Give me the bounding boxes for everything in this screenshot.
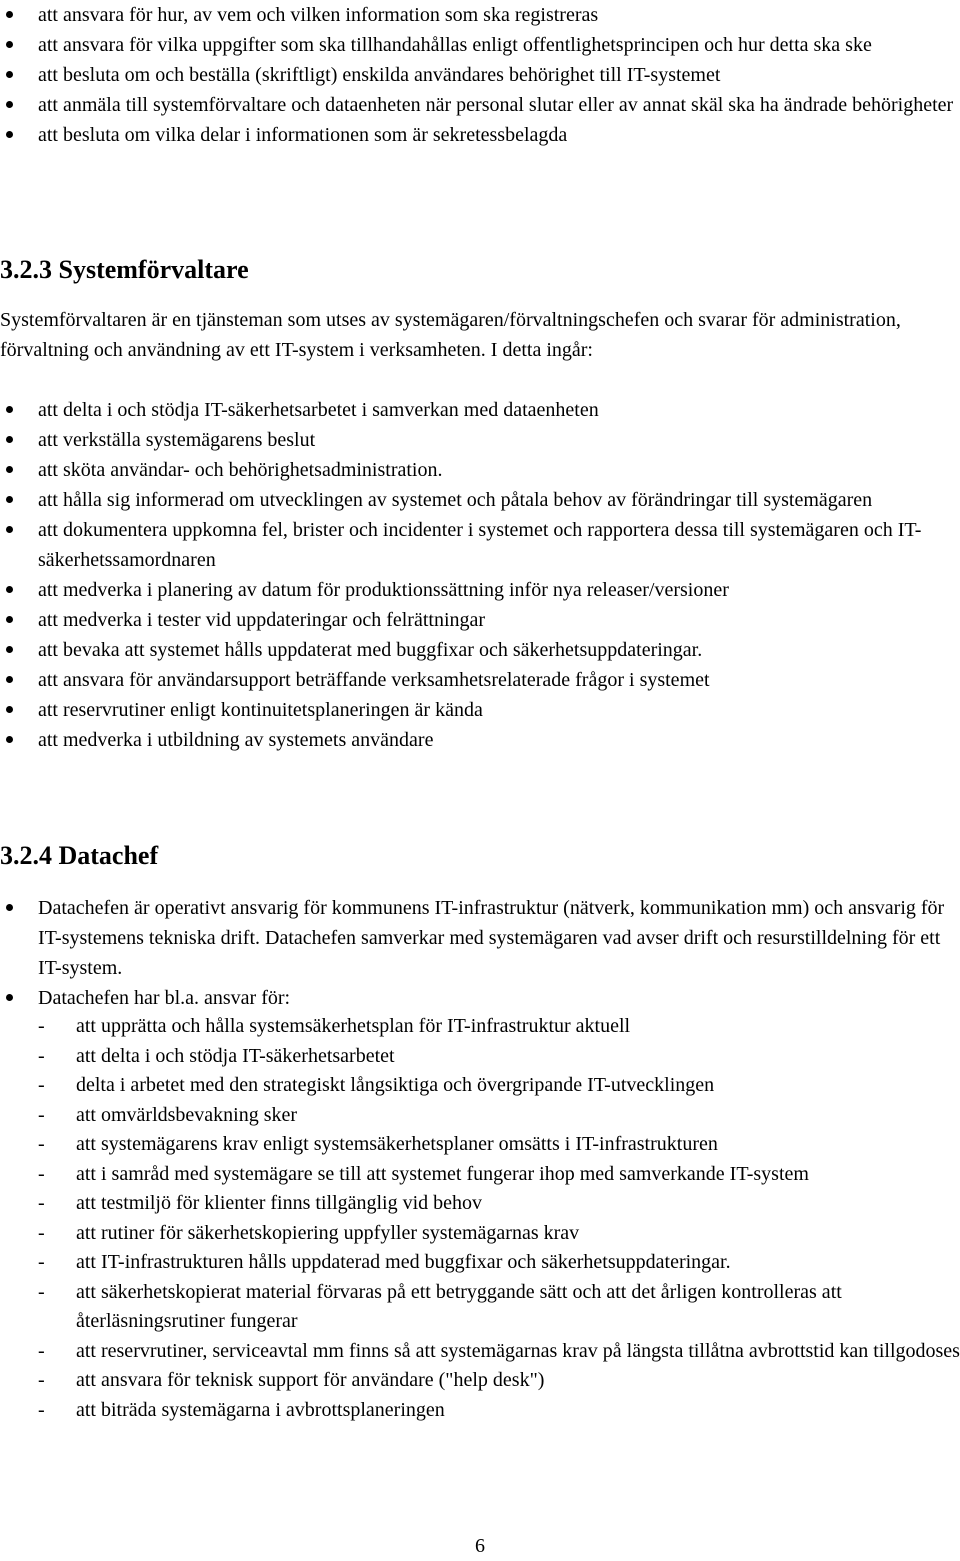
- list-item: [0, 455, 960, 485]
- list-item: [0, 983, 960, 1013]
- list-item-text: att medverka i planering av datum för produktionssättning inför nya releaser/versioner: [38, 579, 729, 601]
- bullet-icon: [6, 676, 13, 683]
- dash-list-item-text: att i samråd med systemägare se till att systemet fungerar ihop med samverkande IT-system: [76, 1162, 809, 1185]
- list-item-text: att medverka i tester vid uppdateringar och felrättningar: [38, 609, 486, 631]
- bullet-icon: [6, 586, 13, 593]
- dash-marker: -: [38, 1044, 45, 1067]
- list-item-text: att medverka i utbildning av systemets användare: [38, 729, 434, 751]
- bullet-icon: [6, 736, 13, 743]
- dash-marker: -: [38, 1280, 45, 1303]
- bullet-icon: [6, 466, 13, 473]
- dash-list-item-text: att upprätta och hålla systemsäkerhetsplan för IT-infrastruktur aktuell: [76, 1015, 631, 1037]
- list-item: [0, 605, 960, 635]
- list-item: [0, 30, 960, 60]
- dash-list-item-text: att IT-infrastrukturen hålls uppdaterad med buggfixar och säkerhetsuppdateringar.: [76, 1251, 731, 1273]
- bullet-icon: [6, 646, 13, 653]
- bullet-icon: [6, 71, 13, 78]
- dash-list-item-text: att systemägarens krav enligt systemsäkerhetsplaner omsätts i IT-infrastrukturen: [76, 1133, 718, 1155]
- bullet-list-datachef: [0, 893, 960, 1013]
- dash-marker: -: [38, 1162, 45, 1185]
- list-item-text: att dokumentera uppkomna fel, brister och incidenter i systemet och rapportera dessa till systemägaren och IT-säkerhetssamordnaren: [38, 519, 922, 571]
- dash-list-item: [38, 1219, 960, 1249]
- list-item-text: att ansvara för användarsupport beträffande verksamhetsrelaterade frågor i systemet: [38, 669, 710, 691]
- list-item-text: att besluta om och beställa (skriftligt) enskilda användares behörighet till IT-systemet: [38, 64, 721, 86]
- bullet-icon: [6, 904, 13, 911]
- dash-marker: -: [38, 1369, 45, 1391]
- dash-list-item-text: delta i arbetet med den strategiskt långsiktiga och övergripande IT-utvecklingen: [76, 1074, 715, 1096]
- list-item: [0, 90, 960, 120]
- dash-list-item: [38, 1248, 960, 1278]
- dash-list-item: [38, 1278, 960, 1337]
- dash-list-item: [38, 1366, 960, 1396]
- dash-marker: -: [38, 1133, 45, 1155]
- dash-marker: -: [38, 1221, 45, 1244]
- bullet-icon: [6, 41, 13, 48]
- dash-list-item: [38, 1071, 960, 1101]
- list-item-text: att anmäla till systemförvaltare och dataenheten när personal slutar eller av annat skäl ska ha ändrade behörigheter: [38, 94, 954, 116]
- bullet-icon: [6, 994, 13, 1001]
- dash-list-item: [38, 1130, 960, 1160]
- dash-marker: -: [38, 1103, 45, 1126]
- list-item: [0, 120, 960, 150]
- bullet-icon: [6, 11, 13, 18]
- list-item: [0, 695, 960, 725]
- dash-marker: -: [38, 1251, 45, 1273]
- page-number: 6: [475, 1535, 485, 1557]
- bullet-icon: [6, 616, 13, 623]
- dash-list-item: [38, 1189, 960, 1219]
- dash-list-item-text: att omvärldsbevakning sker: [76, 1103, 298, 1126]
- bullet-icon: [6, 406, 13, 413]
- list-item: [0, 665, 960, 695]
- dash-list-item-text: att säkerhetskopierat material förvaras på ett betryggande sätt och att det årligen kontrolleras att återläsningsrutiner fungerar: [76, 1280, 842, 1332]
- list-item: [0, 0, 960, 30]
- dash-list-item: [38, 1101, 960, 1131]
- dash-list-item: [38, 1160, 960, 1190]
- dash-list-item-text: att testmiljö för klienter finns tillgänglig vid behov: [76, 1192, 483, 1214]
- list-item: [0, 485, 960, 515]
- dash-list-item: [38, 1012, 960, 1042]
- section-heading-datachef: 3.2.4 Datachef: [0, 841, 159, 870]
- list-item: [0, 575, 960, 605]
- bullet-list-systemforvaltare: [0, 395, 960, 755]
- dash-list-item-text: att ansvara för teknisk support för användare ("help desk"): [76, 1369, 545, 1391]
- dash-marker: -: [38, 1192, 45, 1214]
- list-item: [0, 395, 960, 425]
- list-item: [0, 725, 960, 755]
- dash-list-datachef-responsibilities: [38, 1012, 960, 1425]
- list-item-text: att ansvara för hur, av vem och vilken information som ska registreras: [38, 4, 599, 26]
- dash-list-item: [38, 1042, 960, 1072]
- bullet-icon: [6, 706, 13, 713]
- dash-list-item: [38, 1396, 960, 1426]
- section-heading-systemforvaltare: 3.2.3 Systemförvaltare: [0, 255, 249, 284]
- list-item-text: att ansvara för vilka uppgifter som ska tillhandahållas enligt offentlighetsprincipen och hur detta ska ske: [38, 34, 872, 56]
- dash-marker: -: [38, 1398, 45, 1421]
- dash-marker: -: [38, 1015, 45, 1037]
- list-item-text: att sköta användar- och behörighetsadministration.: [38, 459, 443, 481]
- list-item: [0, 635, 960, 665]
- dash-list-item: [38, 1337, 960, 1367]
- bullet-icon: [6, 101, 13, 108]
- section-paragraph-systemforvaltare: Systemförvaltaren är en tjänsteman som utses av systemägaren/förvaltningschefen och svarar för administration, förvaltning och användning av ett IT-system i verksamheten. I detta ingår:: [0, 309, 901, 361]
- bullet-icon: [6, 526, 13, 533]
- list-item-text: att hålla sig informerad om utvecklingen av systemet och påtala behov av förändringar till systemägaren: [38, 489, 873, 511]
- dash-list-item-text: att delta i och stödja IT-säkerhetsarbetet: [76, 1044, 395, 1067]
- list-item-text: att delta i och stödja IT-säkerhetsarbetet i samverkan med dataenheten: [38, 399, 599, 421]
- dash-list-item-text: att rutiner för säkerhetskopiering uppfyller systemägarnas krav: [76, 1221, 580, 1244]
- dash-marker: -: [38, 1074, 45, 1096]
- list-item-text: Datachefen är operativt ansvarig för kommunens IT-infrastruktur (nätverk, kommunikation mm) och ansvarig för IT-systemens tekniska drift. Datachefen samverkar med systemägaren vad avser drift och resurstilldelning för ett IT-system.: [38, 897, 945, 979]
- list-item-text: att bevaka att systemet hålls uppdaterat med buggfixar och säkerhetsuppdateringar.: [38, 639, 703, 661]
- list-item-text: att besluta om vilka delar i informationen som är sekretessbelagda: [38, 124, 568, 146]
- list-item-text: Datachefen har bl.a. ansvar för:: [38, 987, 291, 1009]
- bullet-icon: [6, 496, 13, 503]
- list-item: [0, 425, 960, 455]
- bullet-icon: [6, 436, 13, 443]
- dash-list-item-text: att biträda systemägarna i avbrottsplaneringen: [76, 1398, 445, 1421]
- list-item: [0, 60, 960, 90]
- dash-marker: -: [38, 1339, 45, 1362]
- bullet-list-system-owner: [0, 0, 960, 150]
- list-item-text: att verkställa systemägarens beslut: [38, 429, 316, 451]
- list-item-text: att reservrutiner enligt kontinuitetsplaneringen är kända: [38, 699, 483, 721]
- bullet-icon: [6, 131, 13, 138]
- list-item: [0, 515, 960, 575]
- dash-list-item-text: att reservrutiner, serviceavtal mm finns så att systemägarnas krav på längsta tillåtna avbrottstid kan tillgodoses: [76, 1339, 960, 1362]
- list-item: [0, 893, 960, 983]
